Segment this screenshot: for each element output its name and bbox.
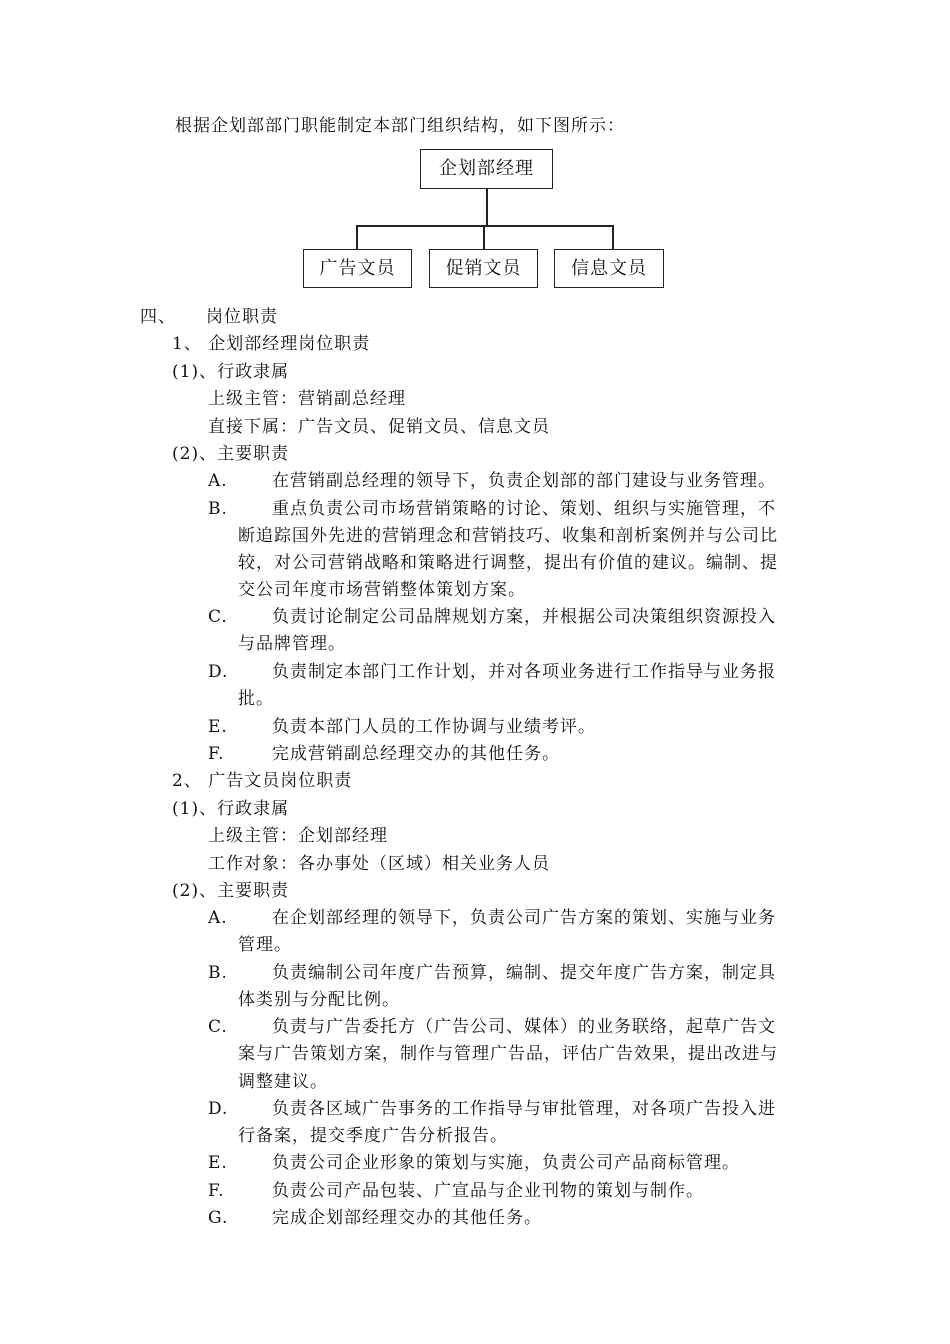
duty-text: 负责本部门人员的工作协调与业绩考评。 <box>272 717 596 737</box>
subsection-heading: (1)、行政隶属 <box>172 799 290 819</box>
superior-line: 上级主管：营销副总经理 <box>208 389 406 409</box>
duty-text: 调整建议。 <box>238 1072 328 1092</box>
org-connector-horizontal <box>356 225 614 227</box>
duty-text: 负责编制公司年度广告预算，编制、提交年度广告方案，制定具 <box>272 963 776 983</box>
duty-text: 案与广告策划方案，制作与管理广告品，评估广告效果，提出改进与 <box>238 1044 778 1064</box>
duty-text: 批。 <box>238 689 274 709</box>
duty-text: 完成营销副总经理交办的其他任务。 <box>272 744 560 764</box>
subordinates-line: 直接下属：广告文员、促销文员、信息文员 <box>208 417 550 437</box>
duty-label: A. <box>208 471 228 491</box>
duty-text: 行备案，提交季度广告分析报告。 <box>238 1126 508 1146</box>
duty-text: 体类别与分配比例。 <box>238 990 400 1010</box>
org-child-box: 促销文员 <box>429 249 538 288</box>
duty-text: 负责各区域广告事务的工作指导与审批管理，对各项广告投入进 <box>272 1099 776 1119</box>
duty-text: 负责公司企业形象的策划与实施，负责公司产品商标管理。 <box>272 1153 740 1173</box>
duty-label: F. <box>208 1181 225 1201</box>
role-heading: 1、 企划部经理岗位职责 <box>172 334 371 354</box>
duty-text: 在营销副总经理的领导下，负责企划部的部门建设与业务管理。 <box>272 471 776 491</box>
duty-text: 在企划部经理的领导下，负责公司广告方案的策划、实施与业务 <box>272 908 776 928</box>
org-connector-vertical <box>486 189 488 225</box>
duty-text: 负责制定本部门工作计划，并对各项业务进行工作指导与业务报 <box>272 662 776 682</box>
duty-text: 负责讨论制定公司品牌规划方案，并根据公司决策组织资源投入 <box>272 607 776 627</box>
duty-label: C. <box>208 607 228 627</box>
duty-text: 管理。 <box>238 935 292 955</box>
duty-label: E. <box>208 717 228 737</box>
org-child-box: 信息文员 <box>554 249 664 288</box>
intro-paragraph: 根据企划部部门职能制定本部门组织结构，如下图所示： <box>175 116 625 136</box>
work-object-line: 工作对象：各办事处（区域）相关业务人员 <box>208 854 550 874</box>
duty-text: 负责公司产品包装、广宣品与企业刊物的策划与制作。 <box>272 1181 704 1201</box>
org-connector-left <box>356 225 358 249</box>
duty-label: E. <box>208 1153 228 1173</box>
duty-label: B. <box>208 963 228 983</box>
section-number: 四、 <box>140 307 176 327</box>
org-connector-right <box>612 225 614 249</box>
duty-label: D. <box>208 1099 229 1119</box>
duty-label: G. <box>208 1208 229 1228</box>
org-child-box: 广告文员 <box>303 249 412 288</box>
duty-label: C. <box>208 1017 228 1037</box>
section-title: 岗位职责 <box>206 307 278 327</box>
duty-text: 负责与广告委托方（广告公司、媒体）的业务联络，起草广告文 <box>272 1017 776 1037</box>
duty-text: 与品牌管理。 <box>238 634 346 654</box>
duty-text: 重点负责公司市场营销策略的讨论、策划、组织与实施管理，不 <box>272 499 776 519</box>
duty-label: F. <box>208 744 225 764</box>
org-root-box: 企划部经理 <box>420 149 553 189</box>
subsection-heading: (2)、主要职责 <box>172 444 290 464</box>
duty-text: 交公司年度市场营销整体策划方案。 <box>238 580 526 600</box>
duty-text: 完成企划部经理交办的其他任务。 <box>272 1208 542 1228</box>
subsection-heading: (1)、行政隶属 <box>172 362 290 382</box>
superior-line: 上级主管：企划部经理 <box>208 826 388 846</box>
role-heading: 2、 广告文员岗位职责 <box>172 771 353 791</box>
duty-text: 较，对公司营销战略和策略进行调整，提出有价值的建议。编制、提 <box>238 553 778 573</box>
duty-label: A. <box>208 908 228 928</box>
org-connector-middle <box>483 225 485 249</box>
duty-label: B. <box>208 499 228 519</box>
duty-text: 断追踪国外先进的营销理念和营销技巧、收集和剖析案例并与公司比 <box>238 526 778 546</box>
subsection-heading: (2)、主要职责 <box>172 881 290 901</box>
duty-label: D. <box>208 662 229 682</box>
